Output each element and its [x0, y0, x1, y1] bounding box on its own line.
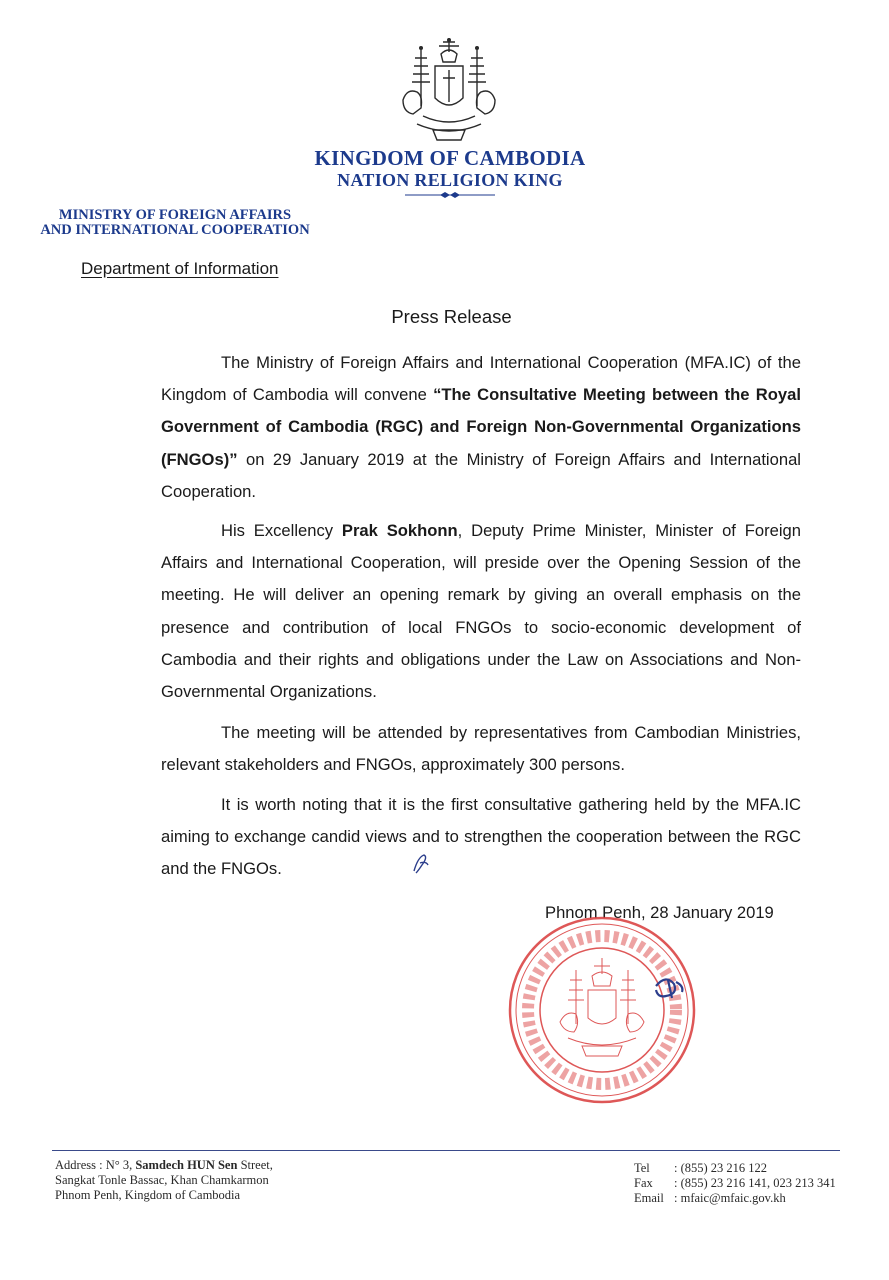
ministry-name-line1: MINISTRY OF FOREIGN AFFAIRS [58, 207, 292, 223]
address-street-suffix: Street, [237, 1158, 273, 1172]
footer-address [55, 1158, 355, 1203]
royal-coat-of-arms-icon [393, 36, 505, 144]
ornament-divider-icon [405, 190, 495, 200]
tel-value: : (855) 23 216 122 [674, 1161, 768, 1175]
paragraph-3 [161, 717, 801, 781]
paragraph-4 [161, 789, 801, 886]
email-label: Email [634, 1191, 664, 1205]
ministry-name-line2: AND INTERNATIONAL COOPERATION [40, 222, 310, 238]
official-red-seal-icon [506, 914, 698, 1106]
fax-label: Fax [634, 1176, 653, 1190]
paragraph-3-text: The meeting will be attended by representatives from Cambodian Ministries, relevant stakeholders and FNGOs, approximately 300 persons. [161, 723, 801, 775]
handwritten-initial-icon [410, 851, 432, 875]
minister-name: Prak Sokhonn [341, 521, 458, 540]
kingdom-motto: NATION RELIGION KING [337, 170, 563, 190]
fax-row [634, 1176, 854, 1191]
fax-value: : (855) 23 216 141, 023 213 341 [674, 1176, 836, 1190]
paragraph-4-text: It is worth noting that it is the first consultative gathering held by the MFA.IC aiming to exchange candid views and to strengthen the cooperation between the RGC and the FNGOs. [161, 795, 801, 879]
tel-label: Tel [634, 1161, 650, 1175]
meeting-name: “The Consultative Meeting between the Royal Government of Cambodia (RGC) and Foreign Non-Governmental Organizations (FNGOs)” [161, 385, 801, 469]
document-title: Press Release [391, 306, 512, 327]
kingdom-title: KINGDOM OF CAMBODIA [314, 146, 586, 170]
paragraph-1-text-a: The Ministry of Foreign Affairs and International Cooperation (MFA.IC) of the Kingdom of Cambodia will convene [161, 353, 801, 405]
address-line3: Phnom Penh, Kingdom of Cambodia [55, 1188, 241, 1202]
paragraph-2-text-a: His Excellency [221, 521, 342, 540]
paragraph-1 [161, 347, 801, 508]
footer-divider [52, 1150, 840, 1151]
address-prefix: Address : N° 3, [55, 1158, 136, 1172]
email-row [634, 1191, 854, 1206]
paragraph-1-text-c: on 29 January 2019 at the Ministry of Foreign Affairs and International Cooperation. [161, 449, 801, 501]
department-heading: Department of Information [81, 259, 279, 278]
address-line1 [55, 1158, 355, 1173]
place-and-date: Phnom Penh, 28 January 2019 [545, 903, 774, 922]
address-line2: Sangkat Tonle Bassac, Khan Chamkarmon [55, 1173, 269, 1187]
paragraph-2 [161, 515, 801, 708]
footer-contact [634, 1161, 854, 1206]
paragraph-2-text-c: , Deputy Prime Minister, Minister of Foreign Affairs and International Cooperation, will preside over the Opening Session of the meeting. He will deliver an opening remark by giving an overall emphasis on the presence and contribution of local FNGOs to socio-economic development of Cambodia and their rights and obligations under the Law on Associations and Non-Governmental Organizations. [161, 521, 801, 702]
address-street-name: Samdech HUN Sen [135, 1158, 238, 1172]
email-value: : mfaic@mfaic.gov.kh [674, 1191, 786, 1205]
tel-row [634, 1161, 854, 1176]
